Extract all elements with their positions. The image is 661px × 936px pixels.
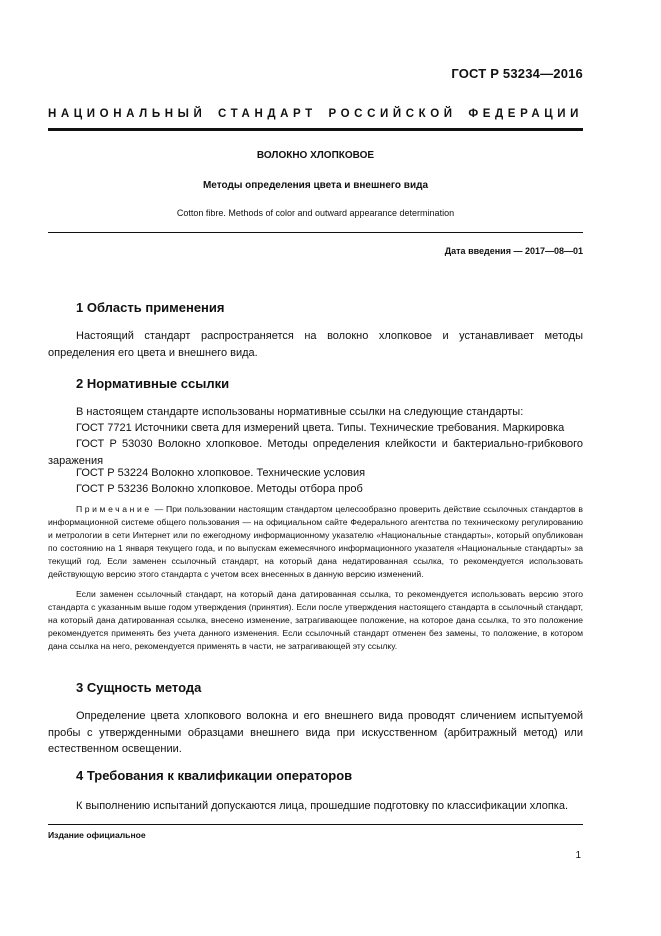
edition-label: Издание официальное — [48, 830, 146, 840]
document-name: ВОЛОКНО ХЛОПКОВОЕ — [256, 150, 375, 161]
normative-reference: ГОСТ 7721 Источники света для измерений цвета. Типы. Технические требования. Маркировка — [76, 422, 565, 434]
section-2-intro: В настоящем стандарте использованы нормативные ссылки на следующие стандарты: — [76, 406, 524, 418]
title-divider — [48, 232, 583, 233]
section-1-text: Настоящий стандарт распространяется на волокно хлопковое и устанавливает методы определения его цвета и внешнего вида. — [48, 330, 583, 359]
section-1-heading: 1 Область применения — [76, 300, 225, 315]
standard-title-word: СТАНДАРТ — [218, 108, 317, 120]
section-3-text: Определение цвета хлопкового волокна и его внешнего вида проводят сличением испытуемой пробы с утвержденными образцами внешнего вида при искусственном (арбитражный метод) или естественном освещении. — [48, 710, 583, 755]
note-label: Примечание — [76, 504, 152, 514]
footer-divider — [48, 824, 583, 825]
note-paragraph-1 — [48, 503, 583, 582]
section-3-heading: 3 Сущность метода — [76, 680, 202, 695]
note-text: — При пользовании настоящим стандартом целесообразно проверить действие ссылочных стандартов в информационной системе общего пользования — на официальном сайте Федерального агентства по техническому регулированию и метрологии в сети Интернет или по ежегодному информационному указателю «Национальные стандарты», который опубликован по состоянию на 1 января текущего года, и по выпускам ежемесячного информационного указателя «Национальные стандарты» за текущий год. Если заменен ссылочный стандарт, на который дана недатированная ссылка, то рекомендуется использовать действующую версию этого стандарта с учетом всех внесенных в данную версию изменений. — [48, 504, 583, 580]
normative-reference: ГОСТ Р 53030 Волокно хлопковое. Методы определения клейкости и бактериально-грибкового заражения — [48, 438, 583, 467]
introduction-date: Дата введения — 2017—08—01 — [444, 246, 583, 256]
standard-title-word: НАЦИОНАЛЬНЫЙ — [48, 108, 207, 120]
page-number: 1 — [575, 850, 581, 861]
standard-title — [48, 108, 583, 120]
standard-title-word: ФЕДЕРАЦИИ — [468, 108, 583, 120]
document-subtitle: Методы определения цвета и внешнего вида — [202, 180, 429, 191]
section-4-heading: 4 Требования к квалификации операторов — [76, 768, 353, 783]
note-paragraph-2: Если заменен ссылочный стандарт, на который дана датированная ссылка, то рекомендуется использовать версию этого стандарта с указанным выше годом утверждения (принятия). Если после утверждения настоящего стандарта в ссылочный стандарт, на который дана датированная ссылка, внесено изменение, затрагивающее положение, на которое дана ссылка, то это положение рекомендуется применять без учета данного изменения. Если ссылочный стандарт отменен без замены, то положение, в котором дана ссылка на него, рекомендуется применять в части, не затрагивающей эту ссылку. — [48, 589, 583, 652]
section-4-text: К выполнению испытаний допускаются лица, прошедшие подготовку по классификации хлопка. — [76, 800, 569, 812]
document-english-title: Cotton fibre. Methods of color and outward appearance determination — [176, 208, 455, 218]
header-divider — [48, 128, 583, 131]
section-2-heading: 2 Нормативные ссылки — [76, 376, 230, 391]
normative-reference: ГОСТ Р 53236 Волокно хлопковое. Методы отбора проб — [76, 483, 363, 495]
normative-reference: ГОСТ Р 53224 Волокно хлопковое. Технические условия — [76, 467, 366, 479]
document-number: ГОСТ Р 53234—2016 — [451, 66, 583, 81]
standard-title-word: РОССИЙСКОЙ — [328, 108, 457, 120]
